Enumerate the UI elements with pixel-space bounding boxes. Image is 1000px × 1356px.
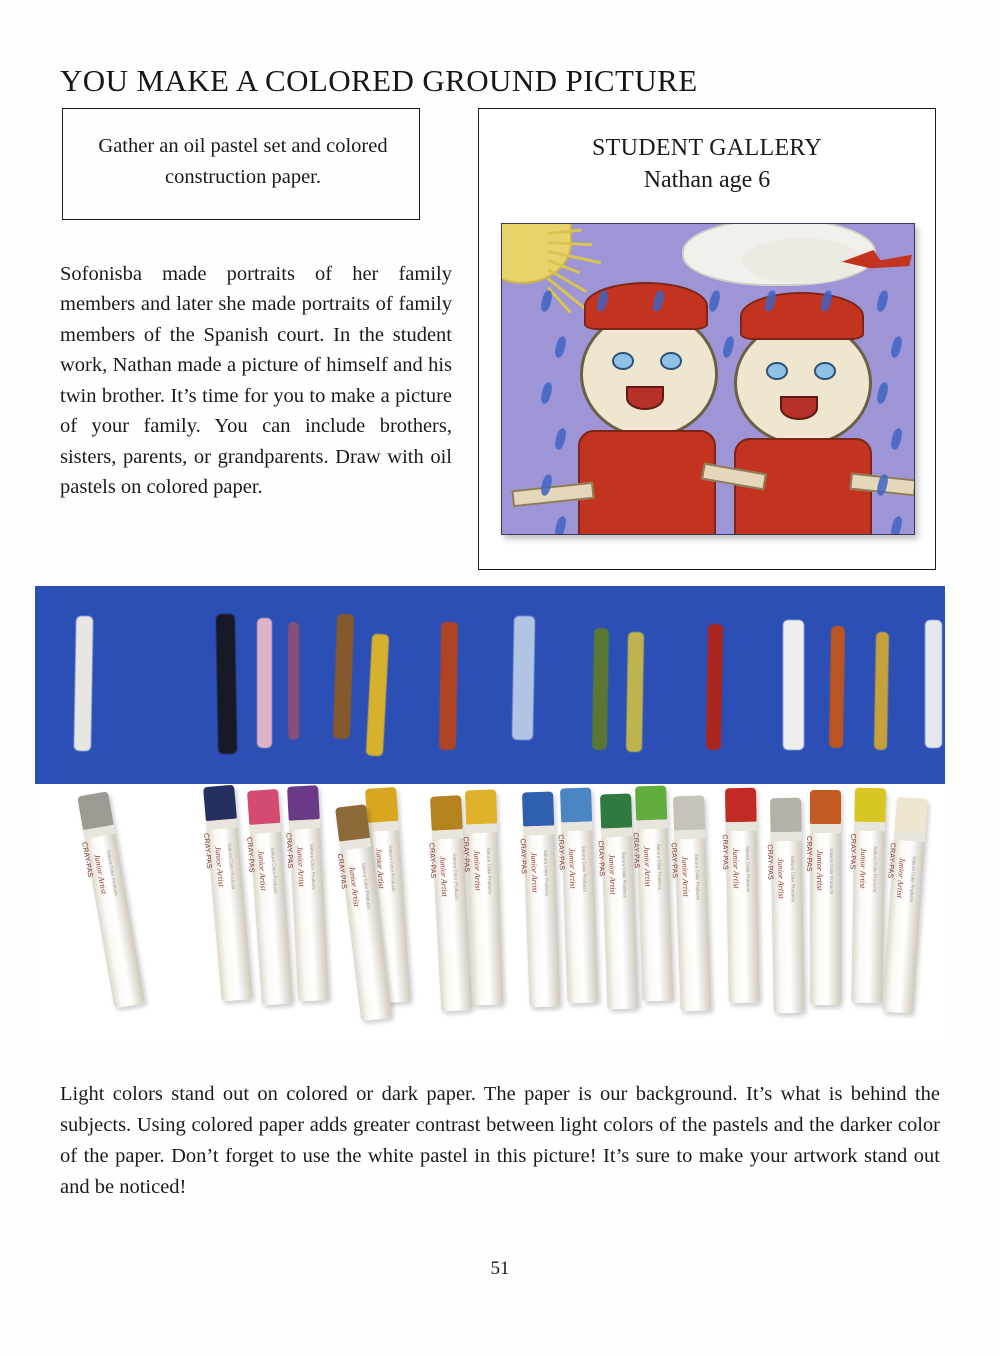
pastel-stick: [596, 793, 638, 1009]
pastel-tip: [203, 785, 237, 822]
child-mouth-right: [780, 396, 818, 420]
child-eye-right-a: [766, 362, 788, 380]
pastel-brand-label: CRAY-PAS: [848, 833, 857, 870]
pastel-stick: [669, 795, 711, 1011]
pastel-brand-label: CRAY-PAS: [202, 833, 213, 870]
rain-drop: [539, 289, 553, 313]
pastel-series-label: Junior Artist: [213, 845, 226, 888]
pastel-tip: [560, 787, 592, 822]
pastel-swatch-band: [35, 586, 945, 784]
pastel-tip: [465, 789, 497, 824]
rain-drop: [553, 427, 567, 451]
pastel-brand-label: CRAY-PAS: [335, 853, 348, 890]
rain-drop: [553, 335, 567, 359]
student-gallery-title: STUDENT GALLERY: [591, 135, 823, 161]
pastel-series-label: Junior Artist: [529, 852, 540, 893]
pastel-stick: [284, 785, 329, 1001]
rain-drop: [889, 427, 903, 451]
pastel-series-label: Junior Artist: [815, 850, 824, 891]
pastel-series-label: Junior Artist: [92, 853, 109, 895]
page-number: 51: [490, 1258, 510, 1279]
pastel-tip: [770, 798, 802, 833]
pastel-series-label: Junior Artist: [567, 848, 578, 889]
pastel-stick: [247, 789, 293, 1006]
pastel-label-band: [206, 819, 238, 831]
pastel-brand-label: CRAY-PAS: [720, 834, 729, 871]
pastel-series-label: Junior Artist: [295, 845, 307, 887]
rain-drop: [889, 335, 903, 359]
pastel-swatch: [592, 628, 609, 750]
pastel-tip: [810, 790, 841, 824]
pastel-brand-label: CRAY-PAS: [765, 844, 774, 881]
pastel-tip: [365, 787, 398, 823]
pastel-fine-print: Sakura Color Products: [581, 845, 588, 893]
pastel-tip: [335, 804, 370, 842]
pastel-tip: [430, 795, 463, 831]
pastel-stick: [461, 789, 503, 1005]
pastel-fine-print: Sakura Color Products: [270, 847, 279, 894]
materials-callout-box: [62, 108, 420, 220]
rain-drop: [539, 381, 553, 405]
pastel-label-band: [367, 821, 399, 832]
pastel-brand-label: CRAY-PAS: [80, 841, 94, 879]
pastel-fine-print: Sakura Color Products: [872, 846, 878, 893]
pastel-swatch: [74, 616, 93, 751]
pastel-tip: [247, 789, 280, 825]
pastel-sticks-photo: [35, 784, 945, 1044]
pastel-label-band: [636, 819, 667, 829]
pastel-label-band: [726, 822, 757, 832]
page-title: YOU MAKE A COLORED GROUND PICTURE: [60, 62, 698, 98]
pastel-fine-print: Sakura Color Products: [452, 853, 460, 900]
pastel-fine-print: Sakura Color Products: [486, 847, 493, 895]
pastel-fine-print: Sakura Color Products: [621, 851, 628, 899]
pastel-swatch: [783, 620, 804, 750]
pastel-swatch: [874, 632, 889, 750]
pastel-fine-print: Sakura Color Products: [656, 843, 663, 891]
child-eye-left-a: [612, 352, 634, 370]
pastel-fine-print: Sakura Color Products: [543, 849, 550, 897]
pastel-label-band: [854, 822, 885, 832]
pastel-brand-label: CRAY-PAS: [427, 842, 437, 879]
pastel-label-band: [523, 825, 554, 835]
pastel-series-label: Junior Artist: [776, 858, 786, 899]
pastel-label-band: [561, 821, 592, 831]
pastel-stick: [631, 785, 673, 1001]
pastel-series-label: Junior Artist: [607, 854, 618, 895]
closing-paragraph: Light colors stand out on colored or dark paper. The paper is our background. It’s what is behind the subjects. Using colored paper adds greater contrast between light colors of the pastels and the darker color of the paper. Don’t forget to use the white pastel in this picture! It’s sure to make your artwork stand out and be noticed!: [60, 1082, 940, 1198]
pastel-series-label: Junior Artist: [472, 850, 483, 891]
pastel-stick: [203, 785, 253, 1002]
pastel-fine-print: Sakura Color Products: [694, 853, 701, 901]
pastel-stick: [556, 787, 598, 1003]
pastel-fine-print: Sakura Color Products: [745, 845, 751, 893]
pastel-brand-label: CRAY-PAS: [556, 834, 565, 871]
pastel-brand-label: CRAY-PAS: [518, 838, 527, 875]
pastel-label-band: [249, 823, 281, 834]
pastel-brand-label: CRAY-PAS: [245, 836, 255, 873]
child-eye-left-b: [660, 352, 682, 370]
pastel-fine-print: Sakura Color Products: [388, 845, 397, 892]
pastel-swatch: [512, 616, 535, 740]
pastel-brand-label: CRAY-PAS: [596, 840, 605, 877]
pastel-series-label: Junior Artist: [438, 855, 450, 897]
pastel-tip: [77, 791, 113, 830]
pastel-tip: [600, 793, 632, 828]
child-body-left: [578, 430, 716, 535]
pastel-stick: [765, 798, 805, 1014]
pastel-label-band: [432, 829, 463, 840]
pastel-label-band: [601, 827, 632, 837]
pastel-stick: [848, 788, 886, 1004]
pastel-brand-label: CRAY-PAS: [631, 832, 640, 869]
pastel-swatch: [706, 624, 723, 750]
pastel-series-label: Junior Artist: [731, 848, 741, 889]
pastel-series-label: Junior Artist: [680, 856, 691, 897]
pastel-series-label: Junior Artist: [347, 865, 362, 908]
pastel-stick: [882, 797, 928, 1014]
child-eye-right-b: [814, 362, 836, 380]
pastel-swatch: [257, 618, 272, 748]
pastel-stick: [720, 788, 760, 1004]
pastel-tip: [673, 795, 705, 830]
child-hat-right: [740, 292, 864, 340]
pastel-swatch: [366, 634, 389, 757]
pastel-series-label: Junior Artist: [895, 857, 907, 899]
pastel-fine-print: Sakura Color Products: [106, 849, 119, 897]
pastel-tip: [287, 785, 320, 821]
pastel-swatch: [829, 626, 845, 748]
pastel-swatch: [626, 632, 644, 752]
pastel-brand-label: CRAY-PAS: [669, 842, 678, 879]
pastel-label-band: [810, 824, 841, 833]
pastel-tip: [854, 788, 886, 823]
pastel-swatch: [439, 622, 458, 750]
pastel-brand-label: CRAY-PAS: [461, 836, 470, 873]
pastel-fine-print: Sakura Color Products: [309, 843, 317, 890]
pastel-label-band: [674, 829, 705, 839]
student-gallery-subtitle: Nathan age 6: [643, 167, 771, 193]
pastel-tip: [522, 791, 554, 826]
student-artwork-image: [501, 223, 915, 535]
rain-drop: [721, 335, 735, 359]
pastel-series-label: Junior Artist: [642, 846, 653, 887]
rain-drop: [707, 289, 721, 313]
pastel-tip: [895, 797, 928, 833]
rain-drop: [875, 289, 889, 313]
pastel-brand-label: CRAY-PAS: [886, 842, 896, 879]
pastel-label-band: [894, 831, 926, 842]
pastel-fine-print: Sakura Color Products: [829, 848, 834, 895]
pastel-stick: [77, 791, 145, 1008]
pastel-label-band: [289, 819, 320, 830]
pastel-fine-print: Sakura Color Products: [227, 843, 237, 890]
pastel-fine-print: Sakura Color Products: [790, 855, 796, 903]
materials-callout-text: Gather an oil pastel set and colored construction paper.: [98, 135, 388, 188]
pastel-label-band: [771, 832, 802, 842]
pastel-label-band: [466, 823, 497, 833]
pastel-series-label: Junior Artist: [256, 849, 269, 892]
pastel-brand-label: CRAY-PAS: [805, 836, 812, 872]
rain-drop: [875, 381, 889, 405]
intro-paragraph: Sofonisba made portraits of her family members and later she made portraits of family members of the Spanish court. In the student work, Nathan made a picture of himself and his twin brother. It’s time for you to make a picture of your family. You can include brothers, sisters, parents, or grandparents. Draw with oil pastels on colored paper.: [60, 262, 452, 498]
pastel-swatch: [333, 614, 354, 740]
pastel-tip: [725, 788, 757, 823]
rain-drop: [553, 515, 567, 535]
pastel-swatch: [925, 620, 942, 748]
rain-drop: [889, 515, 903, 535]
pastel-stick: [805, 790, 841, 1005]
student-gallery-box: [478, 108, 936, 570]
child-mouth-left: [626, 386, 664, 410]
pastel-brand-label: CRAY-PAS: [284, 832, 294, 869]
pastel-swatch: [288, 622, 299, 740]
pastel-tip: [635, 785, 667, 820]
pastel-stick: [518, 791, 560, 1007]
pastel-swatch: [216, 614, 237, 754]
pastel-series-label: Junior Artist: [374, 847, 387, 890]
pastel-series-label: Junior Artist: [858, 847, 868, 889]
pastel-fine-print: Sakura Color Products: [908, 856, 917, 903]
pastel-fine-print: Sakura Color Products: [361, 862, 372, 910]
